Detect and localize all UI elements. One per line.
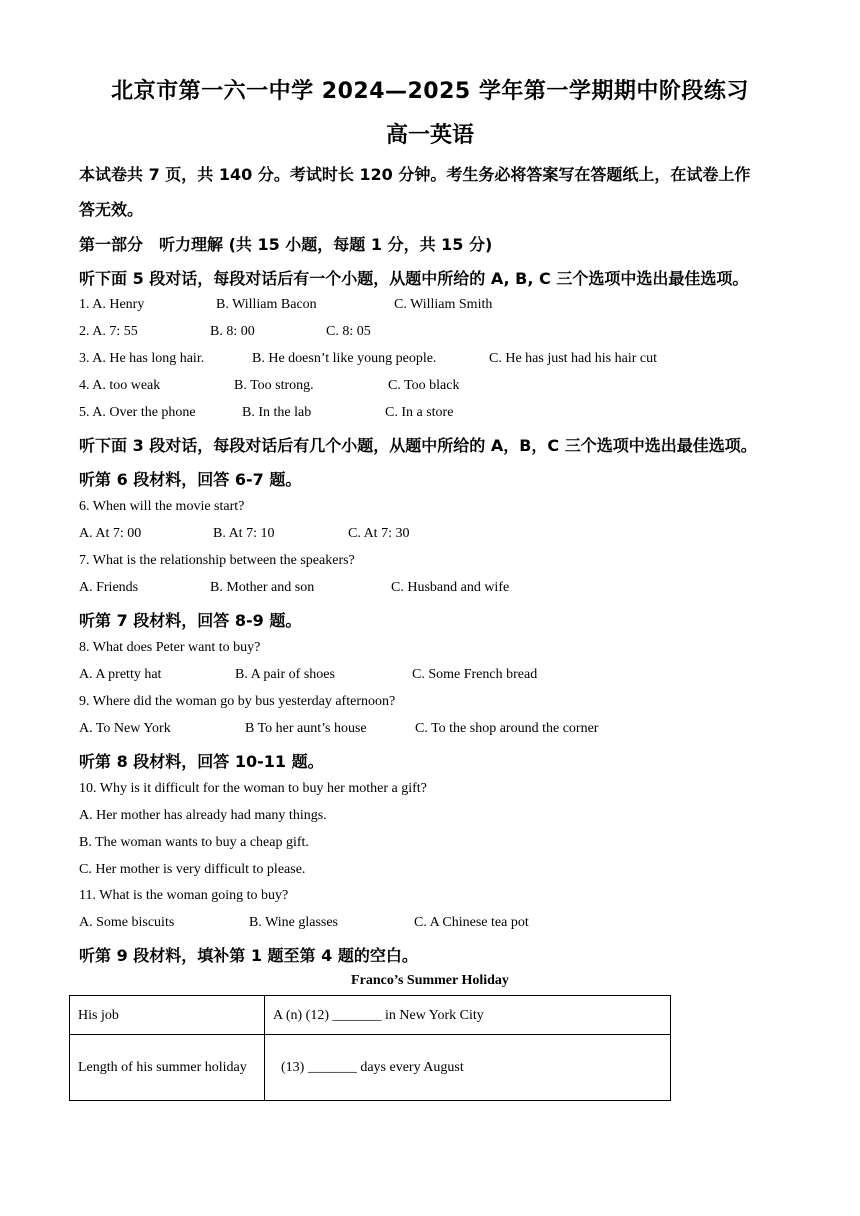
- option-c: C. A Chinese tea pot: [414, 915, 529, 930]
- option-b: B. He doesn’t like young people.: [252, 351, 437, 366]
- option-c: C. In a store: [385, 405, 454, 420]
- instruction-1: 听下面 5 段对话，每段对话后有一个小题，从题中所给的 A, B, C 三个选项中选出最佳选项。: [79, 269, 749, 288]
- option-a: 1. A. Henry: [79, 297, 145, 312]
- section-9-heading: 听第 9 段材料，填补第 1 题至第 4 题的空白。: [79, 946, 418, 965]
- option-a: A. To New York: [79, 721, 171, 736]
- option-c: C. He has just had his hair cut: [489, 351, 657, 366]
- section-6-heading: 听第 6 段材料，回答 6-7 题。: [79, 470, 302, 489]
- option-b: B. In the lab: [242, 405, 312, 420]
- section-7-heading: 听第 7 段材料，回答 8-9 题。: [79, 611, 302, 630]
- option-b: B. At 7: 10: [213, 526, 275, 541]
- option-a: A. Friends: [79, 580, 139, 595]
- option-b: B. A pair of shoes: [235, 667, 335, 682]
- section-8-heading: 听第 8 段材料，回答 10-11 题。: [79, 752, 324, 771]
- table-cell-value: A (n) (12) _______ in New York City: [265, 996, 671, 1035]
- table-cell-value: (13) _______ days every August: [265, 1035, 671, 1101]
- option-a: A. Some biscuits: [79, 915, 175, 930]
- question-10-option-b: B. The woman wants to buy a cheap gift.: [79, 835, 309, 850]
- question-10-option-c: C. Her mother is very difficult to please.: [79, 862, 306, 877]
- question-6-stem: 6. When will the movie start?: [79, 499, 245, 514]
- option-a: A. At 7: 00: [79, 526, 142, 541]
- intro-line-1: 本试卷共 7 页，共 140 分。考试时长 120 分钟。考生务必将答案写在答题纸上，在试卷上作: [79, 165, 751, 184]
- option-c: C. At 7: 30: [348, 526, 410, 541]
- table-cell-label: His job: [70, 996, 265, 1035]
- exam-title: 北京市第一六一中学 2024—2025 学年第一学期期中阶段练习: [111, 79, 749, 104]
- option-b: B. Mother and son: [210, 580, 315, 595]
- option-c: C. Husband and wife: [391, 580, 510, 595]
- table-row: [70, 1035, 671, 1101]
- question-10-stem: 10. Why is it difficult for the woman to buy her mother a gift?: [79, 781, 427, 796]
- option-b: B. Too strong.: [234, 378, 314, 393]
- option-a: 5. A. Over the phone: [79, 405, 196, 420]
- question-11-stem: 11. What is the woman going to buy?: [79, 888, 289, 903]
- instruction-2: 听下面 3 段对话，每段对话后有几个小题，从题中所给的 A，B，C 三个选项中选出最佳选项。: [79, 436, 757, 455]
- table-row: [70, 996, 671, 1035]
- option-b: B To her aunt’s house: [245, 721, 367, 736]
- option-c: C. William Smith: [394, 297, 493, 312]
- question-7-stem: 7. What is the relationship between the speakers?: [79, 553, 355, 568]
- summary-table: [69, 995, 671, 1101]
- table-title: Franco’s Summer Holiday: [351, 973, 509, 988]
- intro-line-2: 答无效。: [79, 200, 144, 219]
- option-b: B. 8: 00: [210, 324, 255, 339]
- table-cell-label: Length of his summer holiday: [70, 1035, 265, 1101]
- option-c: C. Some French bread: [412, 667, 538, 682]
- question-10-option-a: A. Her mother has already had many things.: [79, 808, 327, 823]
- option-c: C. Too black: [388, 378, 460, 393]
- exam-subtitle: 高一英语: [385, 123, 474, 148]
- option-b: B. Wine glasses: [249, 915, 339, 930]
- question-9-stem: 9. Where did the woman go by bus yesterday afternoon?: [79, 694, 396, 709]
- option-c: C. To the shop around the corner: [415, 721, 599, 736]
- part1-heading: 第一部分 听力理解 (共 15 小题，每题 1 分，共 15 分): [79, 235, 493, 254]
- option-a: A. A pretty hat: [79, 667, 162, 682]
- option-a: 3. A. He has long hair.: [79, 351, 205, 366]
- option-b: B. William Bacon: [216, 297, 317, 312]
- option-c: C. 8: 05: [326, 324, 371, 339]
- option-a: 4. A. too weak: [79, 378, 161, 393]
- option-a: 2. A. 7: 55: [79, 324, 138, 339]
- question-8-stem: 8. What does Peter want to buy?: [79, 640, 261, 655]
